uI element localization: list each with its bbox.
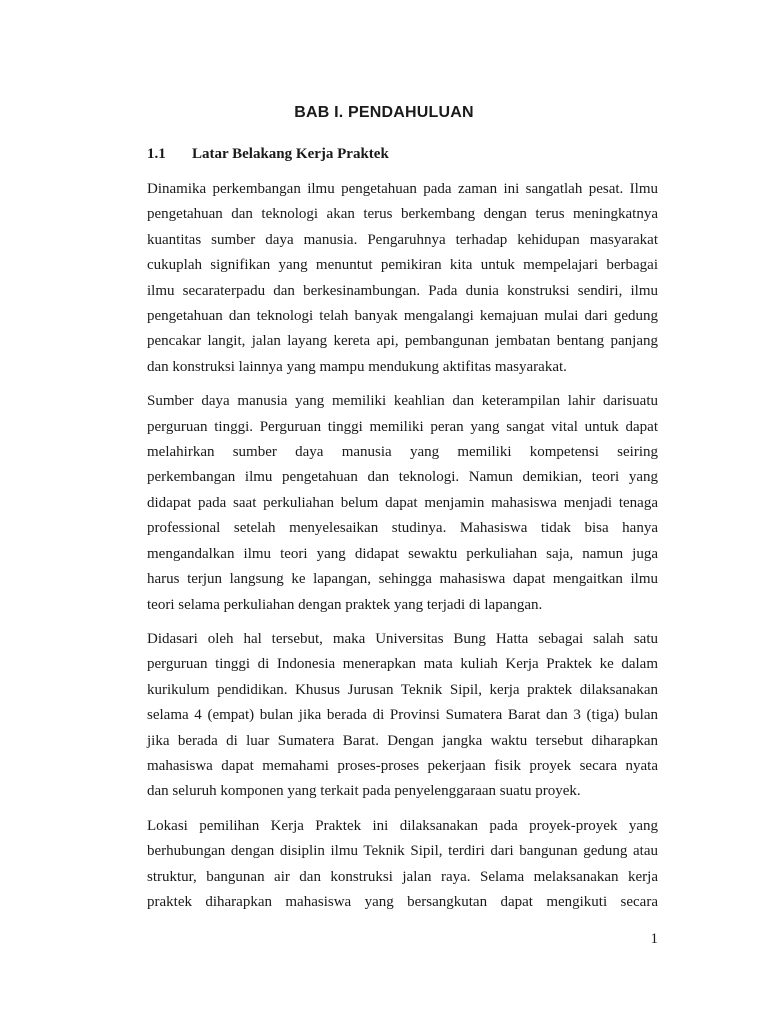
text-line: selama 4 (empat) bulan jika berada di Provinsi Sumatera Barat dan 3 (tiga) bulan (147, 707, 658, 724)
text-line: perguruan tinggi. Perguruan tinggi memiliki peran yang sangat vital untuk dapat (147, 418, 658, 435)
text-line: berhubungan dengan disiplin ilmu Teknik Sipil, terdiri dari bangunan gedung atau (147, 843, 658, 860)
text-line: pengetahuan dan teknologi telah banyak mengalangi kemajuan mulai dari gedung (147, 308, 658, 325)
text-line: didapat pada saat perkuliahan belum dapat menjamin mahasiswa menjadi tenaga (147, 494, 658, 511)
paragraph-3 (147, 627, 658, 805)
text-line: perkembangan ilmu pengetahuan dan teknologi. Namun demikian, teori yang (147, 469, 658, 486)
section-heading (147, 146, 389, 163)
section-title: Latar Belakang Kerja Praktek (192, 146, 389, 162)
text-line: Dinamika perkembangan ilmu pengetahuan pada zaman ini sangatlah pesat. Ilmu (147, 181, 658, 197)
text-line: perguruan tinggi di Indonesia menerapkan mata kuliah Kerja Praktek ke dalam (147, 656, 658, 673)
text-line: pengetahuan dan teknologi akan terus berkembang dengan terus meningkatnya (147, 206, 658, 223)
text-line: pencakar langit, jalan layang kereta api, pembangunan jembatan bentang panjang (147, 333, 658, 350)
text-line: harus terjun langsung ke lapangan, sehingga mahasiswa dapat mengaitkan ilmu (147, 571, 658, 588)
text-line: mengandalkan ilmu teori yang didapat sewaktu perkuliahan saja, namun juga (147, 545, 658, 562)
section-number: 1.1 (147, 146, 166, 162)
text-line: dan seluruh komponen yang terkait pada penyelenggaraan suatu proyek. (147, 783, 581, 800)
text-line: struktur, bangunan air dan konstruksi jalan raya. Selama melaksanakan kerja (147, 868, 658, 885)
text-line: Sumber daya manusia yang memiliki keahlian dan keterampilan lahir darisuatu (147, 393, 658, 410)
text-line: Didasari oleh hal tersebut, maka Universitas Bung Hatta sebagai salah satu (147, 630, 658, 647)
text-line: dan konstruksi lainnya yang mampu mendukung aktifitas masyarakat. (147, 358, 567, 375)
body-text (147, 177, 658, 924)
paragraph-4 (147, 814, 658, 916)
text-line: mahasiswa dapat memahami proses-proses pekerjaan fisik proyek secara nyata (147, 757, 658, 774)
paragraph-1 (147, 177, 658, 380)
text-line: praktek diharapkan mahasiswa yang bersangkutan dapat mengikuti secara (147, 893, 658, 910)
text-line: Lokasi pemilihan Kerja Praktek ini dilaksanakan pada proyek-proyek yang (147, 817, 658, 834)
text-line: cukuplah signifikan yang menuntut pemikiran kita untuk mempelajari berbagai (147, 257, 658, 274)
text-line: melahirkan sumber daya manusia yang memiliki kompetensi seiring (147, 444, 658, 461)
paragraph-2 (147, 389, 658, 618)
text-line: ilmu secaraterpadu dan berkesinambungan. Pada dunia konstruksi sendiri, ilmu (147, 282, 658, 299)
text-line: jika berada di luar Sumatera Barat. Dengan jangka waktu tersebut diharapkan (147, 732, 658, 749)
text-line: kurikulum pendidikan. Khusus Jurusan Teknik Sipil, kerja praktek dilaksanakan (147, 681, 658, 698)
chapter-title: BAB I. PENDAHULUAN (294, 104, 474, 121)
text-line: kuantitas sumber daya manusia. Pengaruhnya terhadap kehidupan masyarakat (147, 231, 658, 248)
text-line: teori selama perkuliahan dengan praktek yang terjadi di lapangan. (147, 596, 543, 613)
page-number: 1 (650, 931, 658, 947)
text-line: professional setelah menyelesaikan studinya. Mahasiswa tidak bisa hanya (147, 520, 658, 537)
